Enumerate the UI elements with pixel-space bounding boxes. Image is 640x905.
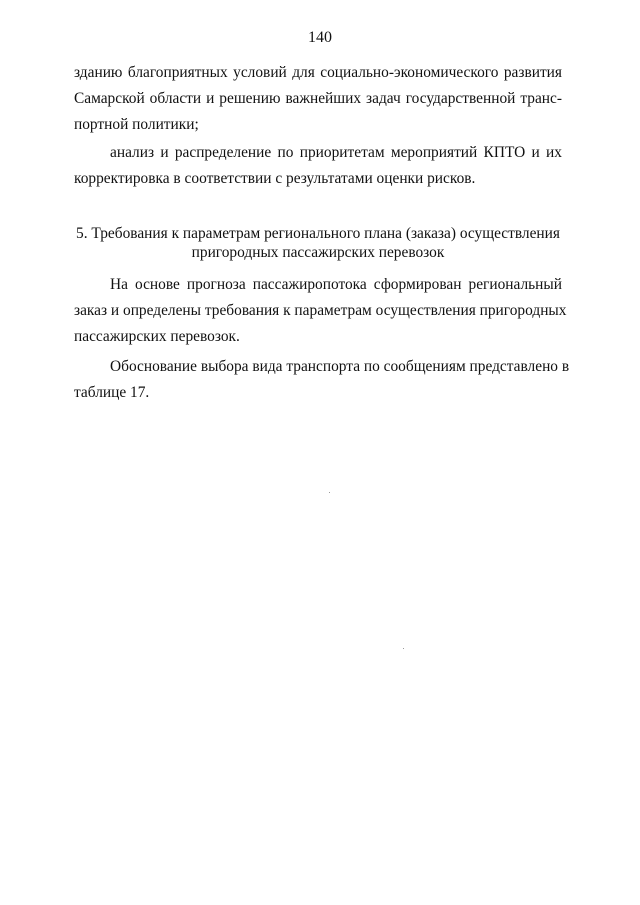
- paragraph-line: заказ и определены требования к параметрам осуществления пригородных: [74, 302, 567, 319]
- paragraph-line: зданию благоприятных условий для социально-экономического развития: [74, 64, 562, 81]
- paragraph-line: Обоснование выбора вида транспорта по сообщениям представлено в: [110, 358, 570, 375]
- section-heading-line-1: 5. Требования к параметрам регионального плана (заказа) осуществления: [76, 225, 560, 242]
- paragraph-line: корректировка в соответствии с результатами оценки рисков.: [74, 170, 476, 187]
- paragraph-line: На основе прогноза пассажиропотока сформирован региональный: [110, 276, 562, 293]
- page-number: 140: [308, 29, 332, 46]
- scan-speck: [403, 648, 404, 649]
- paragraph-line: анализ и распределение по приоритетам мероприятий КПТО и их: [110, 144, 562, 161]
- paragraph-analysis: [74, 140, 562, 192]
- section-heading-line-2: пригородных пассажирских перевозок: [191, 244, 445, 261]
- paragraph-continuation: [74, 60, 562, 138]
- paragraph-line: Самарской области и решению важнейших задач государственной транс-: [74, 90, 562, 107]
- paragraph-line: таблице 17.: [74, 384, 150, 401]
- paragraph-line: пассажирских перевозок.: [74, 328, 240, 345]
- paragraph-forecast: [74, 272, 567, 350]
- scan-speck: [329, 492, 330, 493]
- section-heading: [74, 224, 562, 262]
- paragraph-line: портной политики;: [74, 116, 199, 133]
- paragraph-transport-choice: [74, 354, 570, 406]
